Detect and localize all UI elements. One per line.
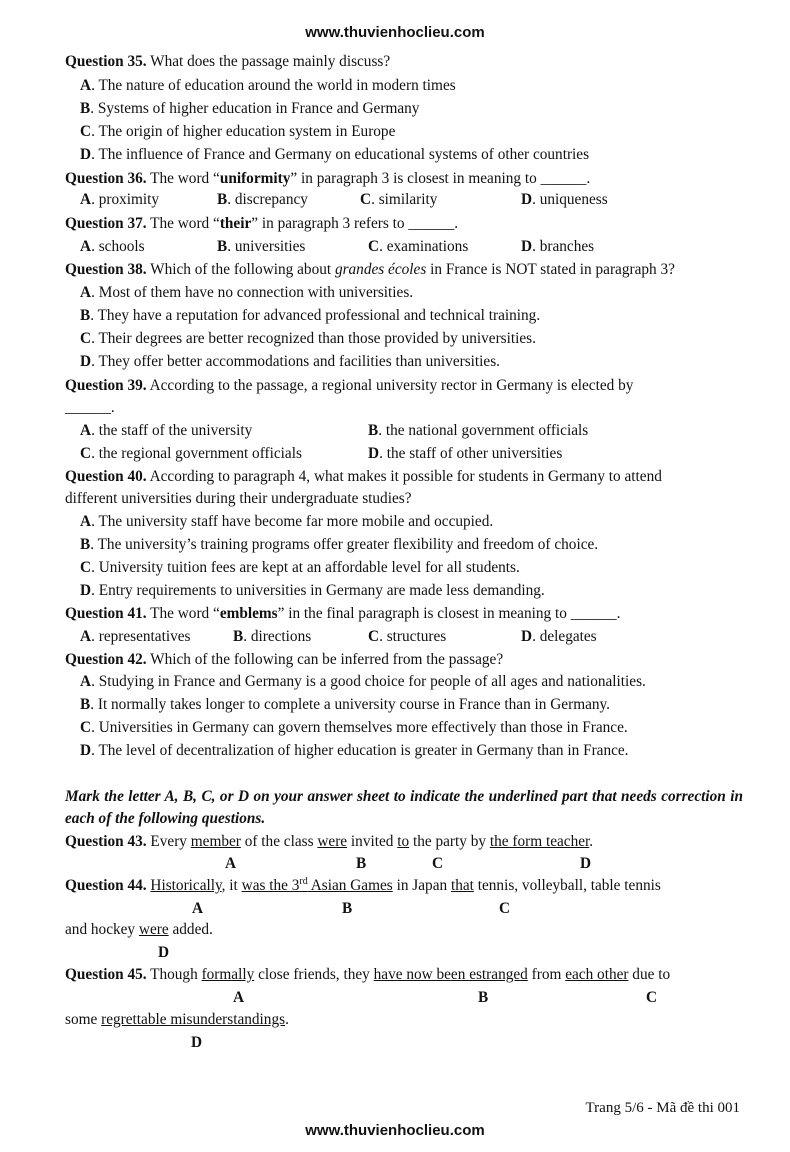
option-35b: B. Systems of higher education in France and Germany xyxy=(80,100,420,117)
question-45: Question 45. Though formally close friends, they have now been estranged from each other due to xyxy=(65,966,671,983)
option-37d: D. branches xyxy=(521,238,595,255)
mark-43a: A xyxy=(225,855,237,872)
section-instruction: Mark the letter A, B, C, or D on your answer sheet to indicate the underlined part that needs correction in each of the following questions. xyxy=(65,788,743,827)
mark-43b: B xyxy=(356,855,367,872)
question-42: Question 42. Which of the following can be inferred from the passage? xyxy=(65,651,504,668)
question-label: Question 35. xyxy=(65,53,147,70)
question-39-blank: ______. xyxy=(65,399,115,416)
question-40: Question 40. According to paragraph 4, what makes it possible for students in Germany to attend xyxy=(65,468,662,485)
option-35c: C. The origin of higher education system in Europe xyxy=(80,123,396,140)
mark-43c: C xyxy=(432,855,444,872)
option-38c: C. Their degrees are better recognized than those provided by universities. xyxy=(80,330,536,347)
mark-45c: C xyxy=(646,989,658,1006)
mark-43d: D xyxy=(580,855,592,872)
option-38a: A. Most of them have no connection with universities. xyxy=(80,284,414,301)
option-41a: A. representatives xyxy=(80,628,191,645)
question-40-cont: different universities during their undergraduate studies? xyxy=(65,490,412,507)
question-37: Question 37. The word “their” in paragraph 3 refers to ______. xyxy=(65,215,459,232)
question-43: Question 43. Every member of the class were invited to the party by the form teacher. xyxy=(65,833,594,850)
option-36a: A. proximity xyxy=(80,191,160,208)
option-42a: A. Studying in France and Germany is a good choice for people of all ages and nationalities. xyxy=(80,673,646,690)
option-36b: B. discrepancy xyxy=(217,191,308,208)
mark-45a: A xyxy=(233,989,245,1006)
page-footer: Trang 5/6 - Mã đề thi 001 xyxy=(585,1100,740,1116)
mark-44d: D xyxy=(158,944,170,961)
mark-44b: B xyxy=(342,900,353,917)
option-40c: C. University tuition fees are kept at an affordable level for all students. xyxy=(80,559,520,576)
option-35a: A. The nature of education around the world in modern times xyxy=(80,77,456,94)
option-39c: C. the regional government officials xyxy=(80,445,302,462)
header-site-url: www.thuvienhoclieu.com xyxy=(305,24,485,41)
mark-44a: A xyxy=(192,900,204,917)
option-37c: C. examinations xyxy=(368,238,469,255)
option-37b: B. universities xyxy=(217,238,306,255)
footer-site-url: www.thuvienhoclieu.com xyxy=(305,1122,485,1139)
question-45-cont: some regrettable misunderstandings. xyxy=(65,1011,289,1028)
mark-44c: C xyxy=(499,900,511,917)
question-text: What does the passage mainly discuss? xyxy=(146,53,391,70)
option-42d: D. The level of decentralization of higher education is greater in Germany than in France. xyxy=(80,742,629,759)
mark-45d: D xyxy=(191,1034,203,1051)
option-37a: A. schools xyxy=(80,238,145,255)
option-42b: B. It normally takes longer to complete a university course in France than in Germany. xyxy=(80,696,611,713)
option-39d: D. the staff of other universities xyxy=(368,445,563,462)
question-44: Question 44. Historically, it was the 3rd Asian Games in Japan that tennis, volleyball, table tennis xyxy=(65,875,661,894)
option-38b: B. They have a reputation for advanced professional and technical training. xyxy=(80,307,541,324)
option-39b: B. the national government officials xyxy=(368,422,589,439)
option-36d: D. uniqueness xyxy=(521,191,608,208)
option-40b: B. The university’s training programs offer greater flexibility and freedom of choice. xyxy=(80,536,599,553)
option-35d: D. The influence of France and Germany on educational systems of other countries xyxy=(80,146,590,163)
option-36c: C. similarity xyxy=(360,191,438,208)
question-36: Question 36. The word “uniformity” in paragraph 3 is closest in meaning to ______. xyxy=(65,170,591,187)
question-44-cont: and hockey were added. xyxy=(65,921,213,938)
option-42c: C. Universities in Germany can govern themselves more effectively than those in France. xyxy=(80,719,628,736)
option-40d: D. Entry requirements to universities in Germany are made less demanding. xyxy=(80,582,545,599)
option-41c: C. structures xyxy=(368,628,447,645)
mark-45b: B xyxy=(478,989,489,1006)
question-41: Question 41. The word “emblems” in the final paragraph is closest in meaning to ______. xyxy=(65,605,621,622)
option-41d: D. delegates xyxy=(521,628,597,645)
question-39: Question 39. According to the passage, a regional university rector in Germany is elected by xyxy=(65,377,634,394)
option-40a: A. The university staff have become far more mobile and occupied. xyxy=(80,513,494,530)
option-39a: A. the staff of the university xyxy=(80,422,253,439)
option-38d: D. They offer better accommodations and facilities than universities. xyxy=(80,353,500,370)
option-41b: B. directions xyxy=(233,628,312,645)
question-38: Question 38. Which of the following about grandes écoles in France is NOT stated in paragraph 3? xyxy=(65,261,675,278)
question-35 xyxy=(65,53,390,71)
